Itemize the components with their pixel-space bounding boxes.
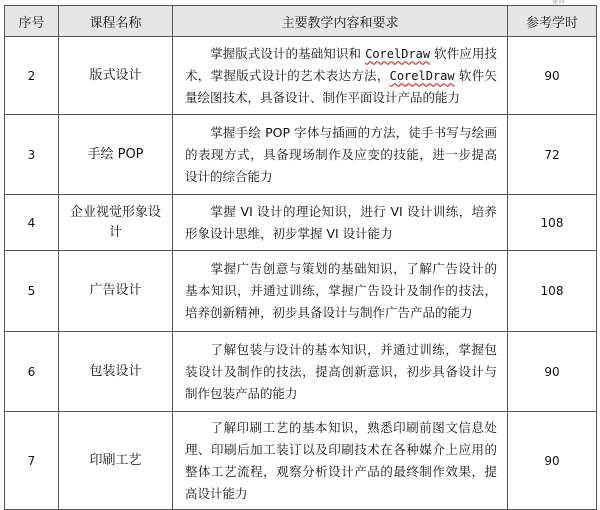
table-row	[5, 195, 597, 251]
cell-hours: 108	[508, 251, 597, 332]
cell-seq: 2	[5, 37, 59, 115]
cell-content	[173, 412, 508, 510]
cell-content	[173, 115, 508, 195]
cell-content	[173, 332, 508, 412]
cell-seq: 5	[5, 251, 59, 332]
cell-hours: 108	[508, 195, 597, 251]
content-software-name: CorelDraw	[389, 68, 455, 83]
table-row	[5, 115, 597, 195]
table-row	[5, 251, 597, 332]
cell-hours: 90	[508, 412, 597, 510]
cell-hours: 90	[508, 37, 597, 115]
content-text: 掌握手绘 POP 字体与插画的方法，徒手书写与绘画的表现方式，具备现场制作及应变的技能，进一步提高设计的综合能力	[185, 124, 497, 184]
cell-hours: 72	[508, 115, 597, 195]
content-text: 了解印刷工艺的基本知识，熟悉印刷前图文信息处理、印刷后加工装订以及印刷技术在各种媒介上应用的整体工艺流程，观察分析设计产品的最终制作效果，提高设计能力	[185, 419, 497, 501]
cell-course-name: 印刷工艺	[59, 412, 173, 510]
header-row	[5, 6, 597, 37]
content-text: 掌握 VI 设计的理论知识，进行 VI 设计训练，培养形象设计思维，初步掌握 VI 设计能力	[185, 203, 497, 241]
header-course-name: 课程名称	[59, 6, 173, 37]
content-text: 软件应用技术，掌握版式设计的艺术表达方法，	[185, 45, 497, 83]
cell-course-name: 企业视觉形象设计	[59, 195, 173, 251]
table-row	[5, 37, 597, 115]
content-text: 掌握版式设计的基础知识和	[210, 45, 366, 61]
course-table	[4, 5, 597, 510]
corner-text-fragment: 课时	[552, 0, 567, 6]
header-content: 主要教学内容和要求	[173, 6, 508, 37]
cell-hours: 90	[508, 332, 597, 412]
cell-course-name: 广告设计	[59, 251, 173, 332]
cell-seq: 6	[5, 332, 59, 412]
header-hours: 参考学时	[508, 6, 597, 37]
cell-content	[173, 251, 508, 332]
cell-content	[173, 195, 508, 251]
cell-seq: 7	[5, 412, 59, 510]
content-text: 了解包装与设计的基本知识，并通过训练，掌握包装设计及制作的技法，提高创新意识，初步具备设计与制作包装产品的能力	[185, 341, 497, 401]
content-software-name: CorelDraw	[365, 46, 431, 61]
cell-seq: 4	[5, 195, 59, 251]
table-row	[5, 412, 597, 510]
cell-seq: 3	[5, 115, 59, 195]
cell-course-name: 包装设计	[59, 332, 173, 412]
table-row	[5, 332, 597, 412]
cell-course-name: 手绘 POP	[59, 115, 173, 195]
content-text: 软件矢量绘图技术，具备设计、制作平面设计产品的能力	[185, 67, 497, 105]
cell-content	[173, 37, 508, 115]
header-seq: 序号	[5, 6, 59, 37]
cell-course-name: 版式设计	[59, 37, 173, 115]
content-text: 掌握广告创意与策划的基础知识，了解广告设计的基本知识，并通过训练，掌握广告设计及制作的技法，培养创新精神，初步具备设计与制作广告产品的能力	[185, 261, 497, 320]
